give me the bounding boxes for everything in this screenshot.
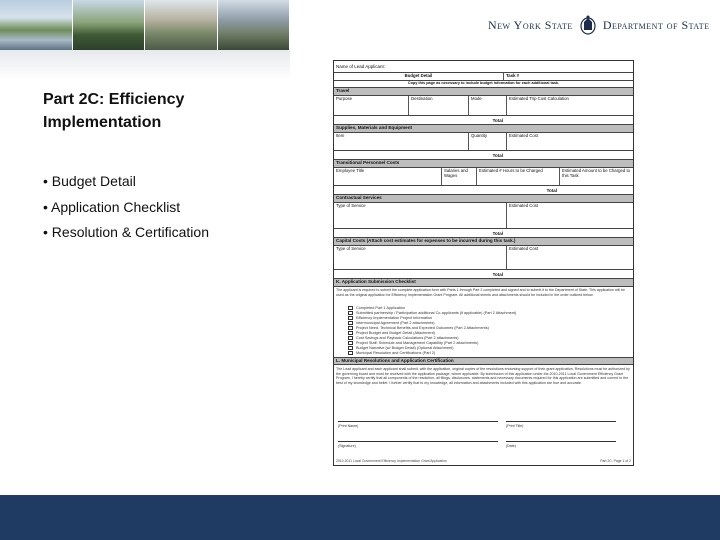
supplies-col: Estimated Cost xyxy=(509,133,539,138)
contractual-band: Contractual Services xyxy=(334,195,633,203)
bullet-item: • Application Checklist xyxy=(43,198,181,215)
checklist-checkbox[interactable] xyxy=(348,306,353,310)
contractual-col: Type of Service xyxy=(334,203,507,228)
copy-note: Copy this page as necessary to include budget information for each additional task. xyxy=(334,81,633,88)
supplies-total: Total xyxy=(492,153,503,158)
checklist-item: Cost Savings and Payback Calculations (Part 2 attachments) xyxy=(356,336,459,340)
budget-form-document xyxy=(333,60,634,466)
personnel-col: Estimated # Hours to be Charged xyxy=(477,168,560,185)
header-photo xyxy=(0,0,73,50)
header-photo xyxy=(218,0,291,50)
logo-department-text: Department of State xyxy=(602,17,710,32)
travel-col: Mode xyxy=(469,96,507,115)
travel-total: Total xyxy=(492,118,503,123)
checklist-item: Submitted partnership / Participation additional Co-applicants (if applicable) (Part 2 Attachment) xyxy=(356,311,517,315)
checklist-item: Efficiency Implementation Project Information xyxy=(356,316,433,320)
checklist-checkbox[interactable] xyxy=(348,316,353,320)
checklist-checkbox[interactable] xyxy=(348,311,353,315)
date-line[interactable] xyxy=(506,441,616,442)
doc-footer-right: Part 2C, Page 1 of 2 xyxy=(600,459,631,463)
doc-footer xyxy=(336,459,631,463)
checklist-intro: The applicant is required to submit the complete application form with Parts 1 through Part 2 completed and signed and to submit it to the Department of State. This application will be used as the original application for Efficiency Implementation Grant Program. All additional sheets and attachments should be included in the order outlined below. xyxy=(336,288,625,297)
travel-col: Estimated Trip Cost Calculation xyxy=(509,96,569,101)
checklist-checkbox[interactable] xyxy=(348,331,353,335)
capital-col: Estimated Cost xyxy=(509,246,539,251)
supplies-header-row xyxy=(334,133,633,151)
contractual-total: Total xyxy=(492,231,503,236)
personnel-col: Estimated Amount to be Charged to this Task xyxy=(562,168,631,178)
supplies-col: Quantity xyxy=(469,133,507,150)
travel-band: Travel xyxy=(334,88,633,96)
travel-header-row xyxy=(334,96,633,116)
state-seal-icon xyxy=(579,14,597,36)
lead-applicant-label: Name of Lead Applicant: xyxy=(336,64,386,69)
contractual-col: Estimated Cost xyxy=(509,203,539,208)
personnel-band: Transitional Personnel Costs xyxy=(334,160,633,168)
resolution-band: L. Municipal Resolutions and Application Certification xyxy=(334,357,633,365)
logo-state-text: New York State xyxy=(488,17,573,32)
print-name-line[interactable] xyxy=(338,421,498,422)
header-photo xyxy=(73,0,146,50)
travel-total-row xyxy=(334,116,633,125)
checklist-band: K. Application Submission Checklist xyxy=(334,279,633,287)
budget-detail-heading: Budget Detail xyxy=(334,73,504,80)
travel-col: Destination xyxy=(409,96,469,115)
signature-line[interactable] xyxy=(338,441,498,442)
checklist-item: Project Need, Technical Benefits and Expected Outcomes (Part 2 Attachments) xyxy=(356,326,489,330)
checklist-item: Project Budget and Budget Detail (Attachment) xyxy=(356,331,435,335)
contractual-total-row xyxy=(334,229,633,238)
checklist-item: Project Staff, Schedule and Management Capability (Part 2 attachments) xyxy=(356,341,479,345)
checklist-item: Budget Narrative (w/ Budget Detail) (Optional Attachment) xyxy=(356,346,454,350)
checklist-item: Municipal Resolution and Certifications (Part 2) xyxy=(356,351,436,355)
personnel-col: Salaries and Wages xyxy=(442,168,477,185)
header-photo xyxy=(145,0,218,50)
task-label: Task # xyxy=(506,73,520,78)
capital-total: Total xyxy=(492,272,503,277)
header-photo-strip xyxy=(0,0,290,50)
bullet-list xyxy=(43,169,209,246)
supplies-band: Supplies, Materials and Equipment xyxy=(334,125,633,133)
personnel-total-row xyxy=(334,186,633,195)
resolution-text: The Lead applicant and each applicant shall submit, with the application, original copies of the resolutions endorsing support of their grant application. Resolutions must be authorized by the governing board and must be received with the application package, where applicable. By submission of this application under the 2010-2011 Local Government Efficiency Grant Program, I hereby certify that all components of the resolution, all filings, disclosures, statements and necessary documents required for this application are submitted and correct to the best of my knowledge and belief. I further certify that to my knowledge, all information and attachments included with this application are true and accurate. xyxy=(336,367,630,385)
checklist-checkbox[interactable] xyxy=(348,351,353,355)
checklist-item: Intermunicipal Agreement (Part 2 attachments) xyxy=(356,321,435,325)
personnel-header-row xyxy=(334,168,633,186)
doc-footer-left: 2010-2011 Local Government Efficiency Implementation Grant Application xyxy=(336,459,447,463)
bottom-bar xyxy=(0,495,720,540)
capital-col: Type of Service xyxy=(334,246,507,269)
capital-band: Capital Costs (Attach cost estimates for expenses to be incurred during this task.) xyxy=(334,238,633,246)
supplies-col: Item xyxy=(334,133,469,150)
checklist-item: Completed Part 1 Application xyxy=(356,306,405,310)
slide-title: Part 2C: Efficiency Implementation xyxy=(43,91,185,131)
budget-detail-row xyxy=(334,73,633,81)
personnel-total: Total xyxy=(546,188,557,193)
checklist-checkbox[interactable] xyxy=(348,346,353,350)
personnel-col: Employee Title xyxy=(334,168,442,185)
checklist-checkbox[interactable] xyxy=(348,341,353,345)
print-name-label: (Print Name) xyxy=(338,424,359,428)
capital-total-row xyxy=(334,270,633,279)
capital-header-row xyxy=(334,246,633,270)
checklist-checkbox[interactable] xyxy=(348,321,353,325)
travel-col: Purpose xyxy=(334,96,409,115)
print-title-line[interactable] xyxy=(506,421,616,422)
contractual-header-row xyxy=(334,203,633,229)
bullet-item: • Resolution & Certification xyxy=(43,224,209,240)
print-title-label: (Print Title) xyxy=(506,424,524,428)
signature-label: (Signature) xyxy=(338,444,356,448)
supplies-total-row xyxy=(334,151,633,160)
lead-applicant-row xyxy=(334,61,633,73)
date-label: (Date) xyxy=(506,444,516,448)
checklist-checkbox[interactable] xyxy=(348,326,353,330)
nys-dos-logo xyxy=(488,14,710,36)
checklist-checkbox[interactable] xyxy=(348,336,353,340)
photo-fade xyxy=(0,50,290,80)
bullet-item: • Budget Detail xyxy=(43,173,136,189)
